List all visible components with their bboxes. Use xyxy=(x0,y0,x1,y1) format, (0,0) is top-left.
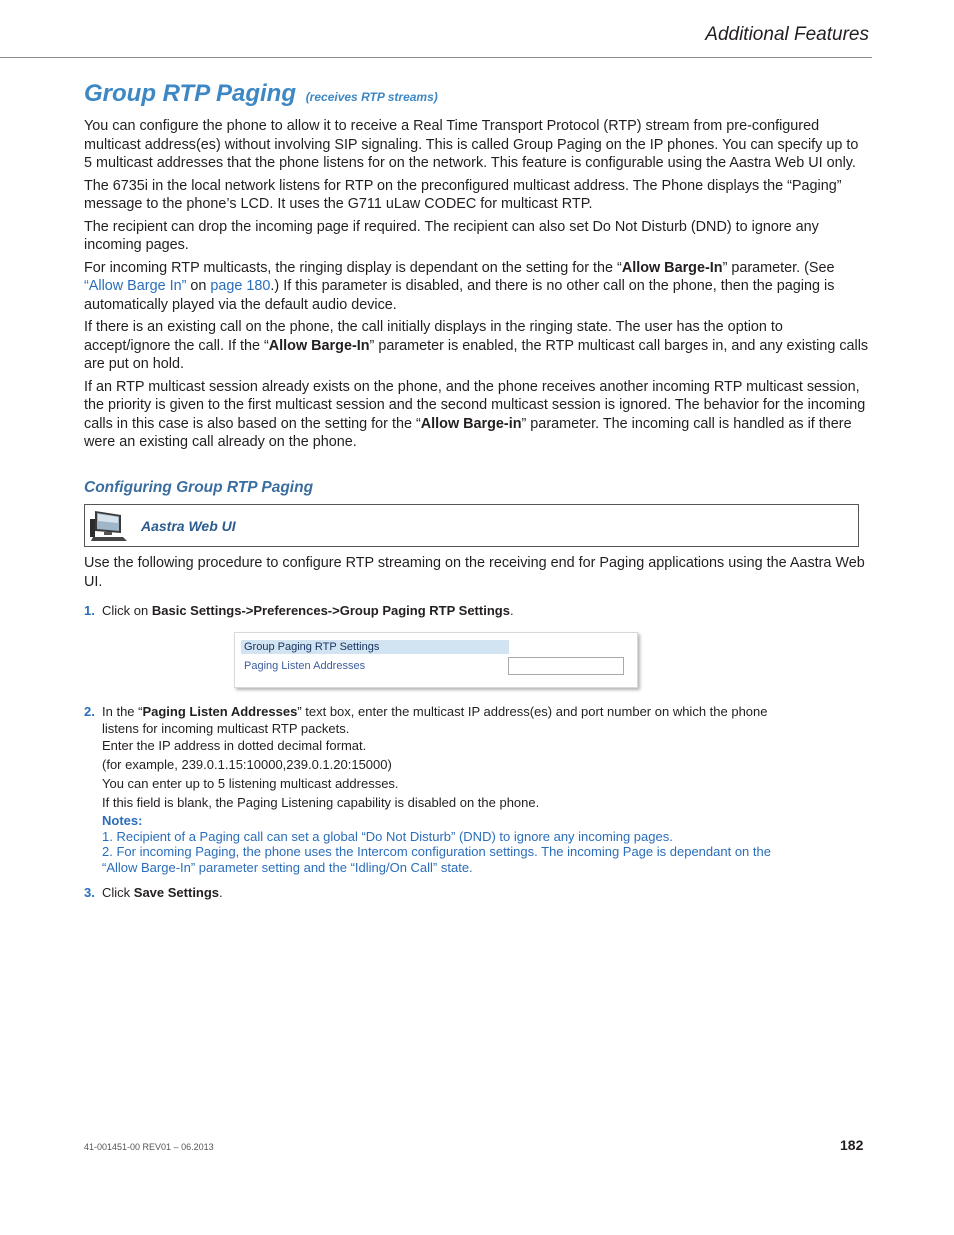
subheading: Configuring Group RTP Paging xyxy=(84,479,314,496)
step2-line1 xyxy=(102,703,782,737)
settings-section-header: Group Paging RTP Settings xyxy=(241,640,509,654)
step1-a: Click on xyxy=(102,603,152,618)
step-number: 2. xyxy=(84,704,95,719)
notes-title: Notes: xyxy=(102,813,143,828)
step-number: 1. xyxy=(84,603,95,618)
paragraph-2: The 6735i in the local network listens for RTP on the preconfigured multicast address. The Phone displays the “Paging” message to the phone’s LCD. It uses the G711 uLaw CODEC for multicast RTP. xyxy=(84,177,842,212)
computer-monitor-icon xyxy=(89,509,129,548)
step-3-text xyxy=(102,884,774,901)
doc-number: 41-001451-00 REV01 – 06.2013 xyxy=(84,1142,214,1152)
p5-text: If there is an existing call on the phone, the call initially displays in the ringing state. The user has the option to accept/ignore the call. If the “ xyxy=(84,319,783,354)
notes-block xyxy=(102,813,782,875)
step-2-text xyxy=(102,703,782,875)
step-number: 3. xyxy=(84,885,95,900)
p4-text-2: ” parameter. (See xyxy=(722,259,835,276)
page-number: 182 xyxy=(840,1137,864,1153)
page-title xyxy=(84,80,438,108)
step2-line3: (for example, 239.0.1.15:10000,239.0.1.20:15000) xyxy=(102,757,392,772)
save-settings-label: Save Settings xyxy=(133,885,220,900)
p4-text: For incoming RTP multicasts, the ringing display is dependant on the setting for the “ xyxy=(84,259,622,276)
link-allow-barge-in[interactable]: “Allow Barge In” xyxy=(84,278,187,294)
paging-listen-addresses-input[interactable] xyxy=(508,657,624,675)
p5-text-2: ” parameter is enabled, the RTP multicast call barges in, and any existing calls are put on hold. xyxy=(84,337,869,372)
step3-end: . xyxy=(219,885,223,900)
step2-bold: Paging Listen Addresses xyxy=(142,704,298,719)
settings-screenshot xyxy=(234,632,638,688)
p4-text-3: .) If this parameter is disabled, and there is no other call on the phone, then the paging is automatically played via the default audio device. xyxy=(84,278,835,313)
step2-line5: If this field is blank, the Paging Listening capability is disabled on the phone. xyxy=(102,795,540,810)
link-page-180[interactable]: page 180 xyxy=(210,278,271,294)
paging-listen-label: Paging Listen Addresses xyxy=(244,660,366,672)
menu-path: Basic Settings->Preferences->Group Paging RTP Settings xyxy=(151,603,510,618)
note-1: 1. Recipient of a Paging call can set a global “Do Not Disturb” (DND) to ignore any incoming pages. xyxy=(102,828,673,844)
header-divider xyxy=(0,57,872,58)
step-1-text xyxy=(102,602,774,619)
step2-line4: You can enter up to 5 listening multicast addresses. xyxy=(102,776,399,791)
title-sub: (receives RTP streams) xyxy=(305,90,438,104)
p5-bold: Allow Barge-In xyxy=(268,337,370,354)
intro-paragraph: Use the following procedure to configure RTP streaming on the receiving end for Paging applications using the Aastra Web UI. xyxy=(84,555,865,590)
step2-c: ” text box, enter the multicast IP address(es) and port number on which the phone listens for incoming multicast RTP packets. xyxy=(102,704,768,736)
p6-text-2: ” parameter. The incoming call is handled as if there were an existing call already on the phone. xyxy=(84,415,852,450)
section-title: Additional Features xyxy=(705,24,869,45)
step1-end: . xyxy=(509,603,514,618)
p6-bold: Allow Barge-in xyxy=(420,415,522,432)
paragraph-6 xyxy=(84,378,870,452)
p4-on: on xyxy=(186,278,211,294)
webui-label: Aastra Web UI xyxy=(141,518,236,534)
body-paragraphs xyxy=(84,117,870,456)
step3-a: Click xyxy=(102,885,134,900)
webui-callout xyxy=(84,504,859,547)
paragraph-3: The recipient can drop the incoming page if required. The recipient can also set Do Not Disturb (DND) to ignore any incoming pages. xyxy=(84,218,819,253)
note-2: 2. For incoming Paging, the phone uses the Intercom configuration settings. The incoming Page is dependant on the “Allow Barge-In” parameter setting and the “Idling/On Call” state. xyxy=(102,844,771,875)
p4-bold: Allow Barge-In xyxy=(621,259,723,276)
title-main: Group RTP Paging xyxy=(84,80,297,107)
paragraph-5 xyxy=(84,318,870,374)
p6-text: If an RTP multicast session already exists on the phone, and the phone receives another incoming RTP multicast session, the priority is given to the first multicast session and the second multicast session is ignored. The behavior for the incoming calls in this case is also based on the setting for the “ xyxy=(84,378,866,432)
paragraph-1: You can configure the phone to allow it to receive a Real Time Transport Protocol (RTP) stream from pre-configured multicast address(es) without involving SIP signaling. This is called Group Paging on the IP phones. You can specify up to 5 multicast addresses that the phone listens for on the network. This feature is configurable using the Aastra Web UI only. xyxy=(84,118,859,171)
step2-a: In the “ xyxy=(102,704,143,719)
paragraph-4 xyxy=(84,259,870,315)
step2-line2: Enter the IP address in dotted decimal format. xyxy=(102,738,367,753)
